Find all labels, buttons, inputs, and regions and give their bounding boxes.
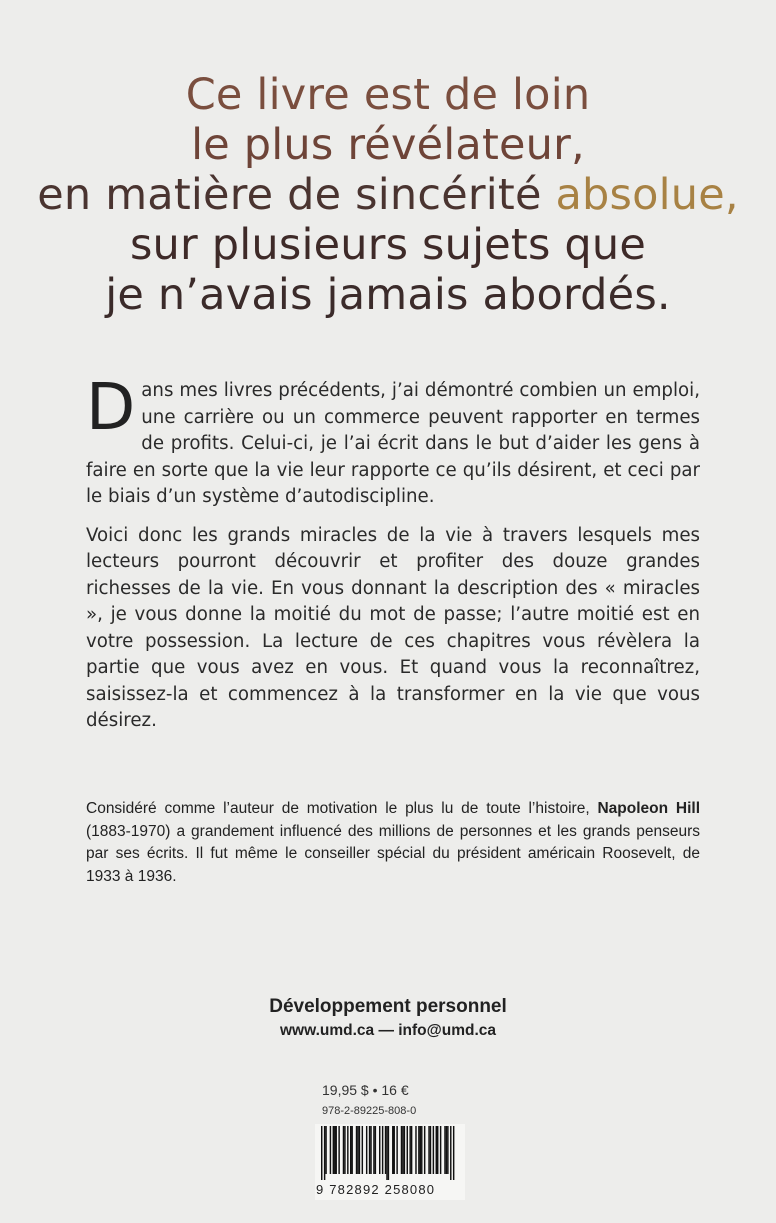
barcode-bar (344, 1126, 345, 1174)
barcode-bar (428, 1126, 429, 1174)
drop-cap: D (86, 371, 136, 445)
barcode-bar (356, 1126, 357, 1174)
barcode-bar (359, 1126, 360, 1174)
barcode-bar (333, 1126, 334, 1174)
barcode-bar (407, 1126, 408, 1174)
barcode-bar (375, 1126, 376, 1174)
barcode-bar (402, 1126, 403, 1174)
barcode-bar (357, 1126, 358, 1174)
quote-line-4: sur plusieurs sujets que (129, 220, 647, 270)
barcode-bar (447, 1126, 448, 1174)
barcode-bar (379, 1126, 380, 1174)
barcode-bar (453, 1126, 454, 1180)
quote-line-3 (30, 170, 746, 220)
barcode-bar (324, 1126, 325, 1180)
quote-line-5: je n’avais jamais abordés. (105, 270, 671, 320)
quote-line-1: Ce livre est de loin (185, 70, 591, 120)
barcode-bar (446, 1126, 447, 1174)
headline-quote (30, 70, 746, 320)
barcode-bar (336, 1126, 337, 1174)
barcode-bar (370, 1126, 371, 1174)
barcode-bar (418, 1126, 419, 1174)
barcode-bar (373, 1126, 374, 1174)
barcode-bar (396, 1126, 397, 1174)
barcode-bar (321, 1126, 322, 1180)
quote-line-3a: en matière de sincérité (37, 170, 556, 220)
barcode-bar (386, 1126, 387, 1180)
barcode-bar (411, 1126, 412, 1174)
barcode-bar (450, 1126, 451, 1180)
barcode-bar (325, 1126, 326, 1174)
author-name: Napoleon Hill (597, 800, 700, 817)
paragraph-2: Voici donc les grands miracles de la vie à travers lesquels mes lecteurs pourront découvrir et profiter des douze grandes richesses de la vie. En vous donnant la description des « miracles », je vous donne la moitié du mot de passe; l’autre moitié est en votre possession. La lecture de ces chapitres vous révèlera la partie que vous avez en vous. Et quand vous la reconnaîtrez, saisissez-la et commencez à la transformer en la vie que vous désirez. (86, 524, 700, 731)
barcode-bar (343, 1126, 344, 1174)
paragraph-1 (86, 371, 700, 511)
author-bio-intro: Considéré comme l’auteur de motivation le plus lu de toute l’histoire, (86, 800, 590, 817)
quote-line-2: le plus révélateur, (191, 120, 585, 170)
barcode-bar (415, 1126, 416, 1174)
barcode-bar (424, 1126, 425, 1174)
isbn-label: 978-2-89225-808-0 (322, 1105, 417, 1117)
barcode-bar (362, 1126, 363, 1174)
barcode-bars (319, 1126, 461, 1180)
barcode-bar (433, 1126, 434, 1174)
barcode-bar (409, 1126, 410, 1174)
barcode-bar (382, 1126, 383, 1174)
barcode-number: 9 782892 258080 (316, 1182, 436, 1197)
barcode-bar (420, 1126, 421, 1174)
barcode-bar (385, 1126, 386, 1174)
barcode-bar (436, 1126, 437, 1174)
barcode-bar (338, 1126, 339, 1174)
category-label: Développement personnel (269, 996, 507, 1017)
barcode-bar (430, 1126, 431, 1174)
price-label: 19,95 $ • 16 € (322, 1082, 409, 1098)
description-text (86, 371, 700, 747)
barcode-bar (444, 1126, 445, 1174)
barcode-bar (421, 1126, 422, 1174)
paragraph-1-text: ans mes livres précédents, j’ai démontré combien un emploi, une carrière ou un commerce peuvent rapporter en termes de profits. Celui-ci, je l’ai écrit dans le but d’aider les gens à faire en sorte que la vie leur rapporte ce qu’ils désirent, et ceci par le biais d’un système d’autodiscipline. (86, 380, 700, 507)
barcode-bar (347, 1126, 348, 1174)
barcode-bar (394, 1126, 395, 1174)
barcode-bar (366, 1126, 367, 1174)
barcode-bar (437, 1126, 438, 1174)
barcode-bar (350, 1126, 351, 1174)
author-bio (86, 798, 700, 888)
author-bio-rest: (1883-1970) a grandement influencé des millions de personnes et les grands penseurs par ses écrits. Il fut même le conseiller spécial du président américain Roosevelt, de 1933 à 1936. (86, 822, 700, 885)
barcode-bar (351, 1126, 352, 1174)
barcode-bar (401, 1126, 402, 1174)
quote-line-3b: absolue, (555, 170, 739, 220)
barcode-bar (369, 1126, 370, 1174)
barcode-bar (388, 1126, 389, 1180)
barcode-bar (404, 1126, 405, 1174)
barcode-bar (392, 1126, 393, 1174)
publisher-contact: www.umd.ca — info@umd.ca (279, 1022, 497, 1039)
barcode-bar (330, 1126, 331, 1174)
barcode-bar (334, 1126, 335, 1174)
barcode-bar (440, 1126, 441, 1174)
